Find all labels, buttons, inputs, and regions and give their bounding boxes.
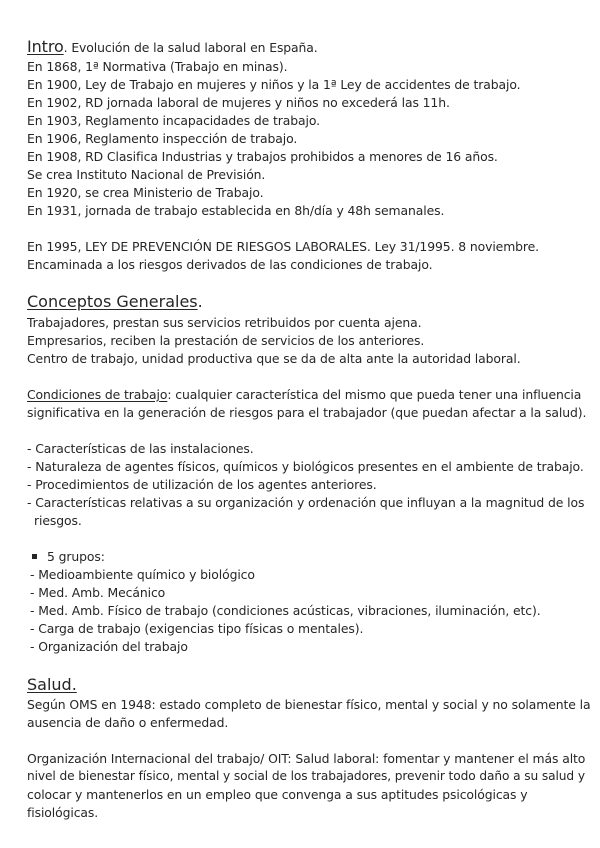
intro-heading: Intro (27, 37, 64, 56)
oit-line: Organización Internacional del trabajo/ OIT: Salud laboral: fomentar y mantener el más alto (27, 751, 586, 766)
condiciones-line (27, 386, 582, 403)
grupos-label: 5 grupos: (47, 549, 105, 564)
conceptos-heading-line (27, 292, 203, 312)
intro-line: En 1903, Reglamento incapacidades de trabajo. (27, 113, 320, 128)
grupos-label-line (32, 548, 578, 565)
oit-line: nivel de bienestar físico, mental y social de los trabajadores, prevenir todo daño a su salud y (27, 769, 585, 783)
intro-line: En 1908, RD Clasifica Industrias y trabajos prohibidos a menores de 16 años. (27, 149, 498, 164)
oms-line: ausencia de daño o enfermedad. (27, 715, 229, 730)
oit-line: fisiológicas. (27, 805, 99, 820)
grupo-item: - Carga de trabajo (exigencias tipo físicas o mentales). (30, 621, 364, 636)
intro-line: En 1920, se crea Ministerio de Trabajo. (27, 185, 264, 200)
grupo-item: - Med. Amb. Mecánico (30, 585, 166, 600)
conceptos-line: Empresarios, reciben la prestación de servicios de los anteriores. (27, 333, 425, 348)
condiciones-term: Condiciones de trabajo (27, 387, 168, 402)
condiciones-definition: : cualquier característica del mismo que pueda tener una influencia (167, 387, 582, 402)
intro-line: En 1931, jornada de trabajo establecida en 8h/día y 48h semanales. (27, 203, 445, 218)
conceptos-heading: Conceptos Generales (27, 292, 198, 311)
intro-line: Se crea Instituto Nacional de Previsión. (27, 167, 266, 182)
oit-line: colocar y mantenerlos en un empleo que convenga a sus aptitudes psicológicas y (27, 787, 528, 802)
condiciones-definition-cont: significativa en la generación de riesgos para el trabajador (que puedan afectar a la salud). (27, 405, 587, 420)
intro-line: En 1900, Ley de Trabajo en mujeres y niños y la 1ª Ley de accidentes de trabajo. (27, 77, 521, 92)
law-line: Encaminada a los riesgos derivados de las condiciones de trabajo. (27, 257, 433, 272)
grupo-item: - Medioambiente químico y biológico (30, 567, 255, 582)
conceptos-line: Centro de trabajo, unidad productiva que se da de alta ante la autoridad laboral. (27, 351, 521, 366)
intro-line: En 1902, RD jornada laboral de mujeres y niños no excederá las 11h. (27, 95, 450, 110)
oms-line: Según OMS en 1948: estado completo de bienestar físico, mental y social y no solamente la (27, 697, 591, 712)
salud-heading: Salud. (27, 675, 77, 694)
dash-item: - Procedimientos de utilización de los agentes anteriores. (27, 477, 377, 492)
dash-item-continuation: riesgos. (34, 513, 82, 528)
conceptos-line: Trabajadores, prestan sus servicios retribuidos por cuenta ajena. (27, 315, 422, 330)
dash-item: - Naturaleza de agentes físicos, químicos y biológicos presentes en el ambiente de trabajo. (27, 459, 584, 474)
dash-item: - Características relativas a su organización y ordenación que influyan a la magnitud de los (27, 495, 585, 510)
intro-line: En 1868, 1ª Normativa (Trabajo en minas). (27, 59, 288, 74)
intro-title-line (27, 38, 578, 56)
intro-subtitle: . Evolución de la salud laboral en España. (63, 40, 318, 55)
law-line: En 1995, LEY DE PREVENCIÓN DE RIESGOS LABORALES. Ley 31/1995. 8 noviembre. (27, 239, 540, 254)
square-bullet-icon (32, 554, 37, 559)
conceptos-heading-suffix: . (197, 292, 203, 311)
intro-line: En 1906, Reglamento inspección de trabajo. (27, 131, 298, 146)
grupo-item: - Med. Amb. Físico de trabajo (condiciones acústicas, vibraciones, iluminación, etc). (30, 603, 541, 618)
grupo-item: - Organización del trabajo (30, 639, 188, 654)
dash-item: - Características de las instalaciones. (27, 441, 254, 456)
